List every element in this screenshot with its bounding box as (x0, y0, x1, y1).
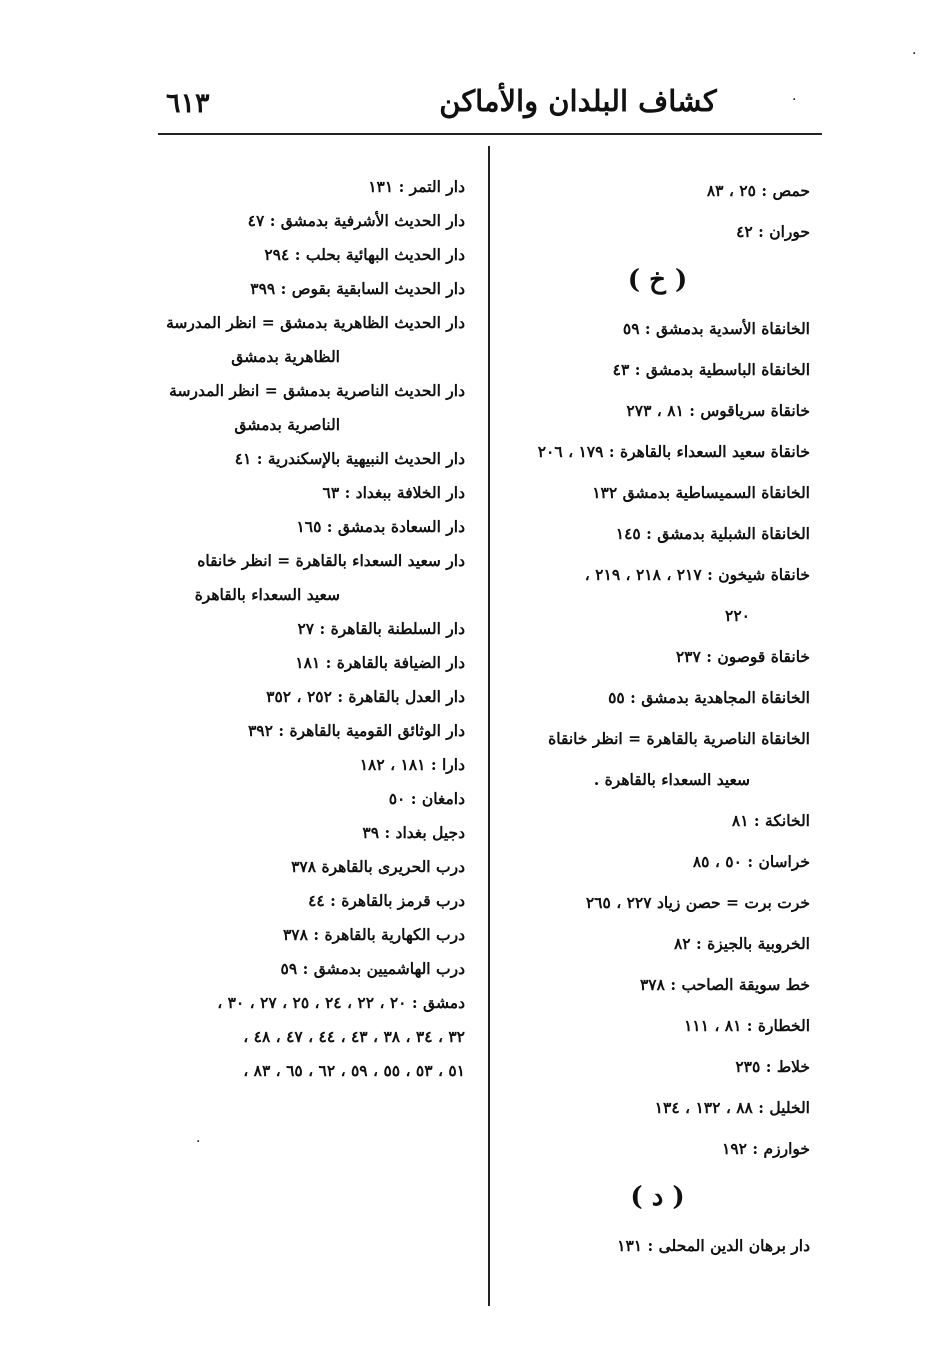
index-entry: خراسان : ٥٠ ، ٨٥ (692, 852, 810, 871)
index-entry-continuation: ٢٢٠ (725, 606, 750, 625)
letter-heading-dal: ( د ) (630, 1182, 685, 1212)
index-entry: الخروبية بالجيزة : ٨٢ (673, 934, 810, 953)
index-entry: خانقاة سعيد السعداء بالقاهرة : ١٧٩ ، ٢٠٦ (537, 442, 810, 461)
index-entry: خلاط : ٢٣٥ (735, 1057, 810, 1076)
index-entry: خانقاة شيخون : ٢١٧ ، ٢١٨ ، ٢١٩ ، (584, 565, 810, 584)
index-entry: الخانقاة الأسدية بدمشق : ٥٩ (622, 319, 810, 338)
index-entry: الخانقاة المجاهدية بدمشق : ٥٥ (608, 688, 810, 707)
index-entry: دار الحديث الناصرية بدمشق = انظر المدرسة (169, 381, 465, 400)
index-entry: دار السعادة بدمشق : ١٦٥ (296, 517, 465, 536)
index-entry: خوارزم : ١٩٢ (722, 1139, 810, 1158)
running-title: كشاف البلدان والأماكن (439, 84, 717, 118)
index-entry: درب قرمز بالقاهرة : ٤٤ (308, 891, 465, 910)
index-entry: الخانقاة الناصرية بالقاهرة = انظر خانقاة (548, 729, 810, 748)
index-entry: الخانقاة السميساطية بدمشق ١٣٢ (592, 483, 810, 502)
index-entry: دار الحديث البهائية بحلب : ٢٩٤ (264, 245, 465, 264)
page-header (158, 78, 822, 128)
index-entry: خانقاة سرياقوس : ٨١ ، ٢٧٣ (626, 401, 810, 420)
index-entry: الخطارة : ٨١ ، ١١١ (683, 1016, 810, 1035)
right-column (505, 170, 810, 1266)
index-entry: دامغان : ٥٠ (388, 789, 465, 808)
index-entry-continuation: سعيد السعداء بالقاهرة (194, 585, 340, 604)
index-entry: دمشق : ٢٠ ، ٢٢ ، ٢٤ ، ٢٥ ، ٢٧ ، ٣٠ ، (217, 993, 465, 1012)
index-entry: دار سعيد السعداء بالقاهرة = انظر خانقاه (197, 551, 465, 570)
index-entry-continuation: سعيد السعداء بالقاهرة . (593, 770, 750, 789)
index-entry: دار الحديث السابقية بقوص : ٣٩٩ (250, 279, 465, 298)
index-entry: دار برهان الدين المحلى : ١٣١ (617, 1236, 810, 1255)
index-entry: درب الحريرى بالقاهرة ٣٧٨ (291, 857, 465, 876)
index-entry: دار الحديث الظاهرية بدمشق = انظر المدرسة (166, 313, 465, 332)
speck-mark: · (196, 1134, 201, 1150)
index-entry: دار السلطنة بالقاهرة : ٢٧ (297, 619, 465, 638)
index-entry: خرت برت = حصن زياد ٢٢٧ ، ٢٦٥ (585, 893, 810, 912)
letter-heading-kha: ( خ ) (627, 265, 688, 295)
column-divider (488, 146, 490, 1306)
index-entry: دار العدل بالقاهرة : ٢٥٢ ، ٣٥٢ (266, 687, 465, 706)
index-entry: خط سويقة الصاحب : ٣٧٨ (639, 975, 810, 994)
index-entry-continuation: الظاهرية بدمشق (231, 347, 340, 366)
index-entry: دار الخلافة ببغداد : ٦٣ (322, 483, 465, 502)
index-entry: الخانقاة الشبلية بدمشق : ١٤٥ (615, 524, 810, 543)
index-entry-continuation: ٣٢ ، ٣٤ ، ٣٨ ، ٤٣ ، ٤٤ ، ٤٧ ، ٤٨ ، (243, 1027, 465, 1046)
index-entry: درب الهاشميين بدمشق : ٥٩ (280, 959, 465, 978)
index-entry-continuation: ٥١ ، ٥٣ ، ٥٥ ، ٥٩ ، ٦٢ ، ٦٥ ، ٨٣ ، (243, 1061, 465, 1080)
index-entry: دار التمر : ١٣١ (368, 177, 465, 196)
index-entry: دار الحديث الأشرفية بدمشق : ٤٧ (247, 211, 465, 230)
page-number: ٦١٣ (166, 88, 210, 119)
index-entry: حوران : ٤٢ (736, 222, 810, 241)
index-entry: درب الكهارية بالقاهرة : ٣٧٨ (282, 925, 465, 944)
speck-mark: · (912, 46, 917, 62)
index-entry: دجيل بغداد : ٣٩ (362, 823, 465, 842)
speck-mark: · (792, 92, 797, 108)
index-entry: الخليل : ٨٨ ، ١٣٢ ، ١٣٤ (654, 1098, 810, 1117)
index-entry: دار الضيافة بالقاهرة : ١٨١ (295, 653, 465, 672)
index-entry: دارا : ١٨١ ، ١٨٢ (359, 755, 465, 774)
index-entry-continuation: الناصرية بدمشق (234, 415, 340, 434)
left-column (160, 170, 465, 1088)
header-rule (158, 133, 822, 135)
index-entry: دار الحديث النبيهية بالإسكندرية : ٤١ (234, 449, 465, 468)
index-entry: حمص : ٢٥ ، ٨٣ (706, 181, 810, 200)
index-entry: خانقاة قوصون : ٢٣٧ (675, 647, 810, 666)
index-entry: دار الوثائق القومية بالقاهرة : ٣٩٢ (247, 721, 465, 740)
index-entry: الخانقاة الباسطية بدمشق : ٤٣ (612, 360, 810, 379)
index-entry: الخانكة : ٨١ (731, 811, 810, 830)
